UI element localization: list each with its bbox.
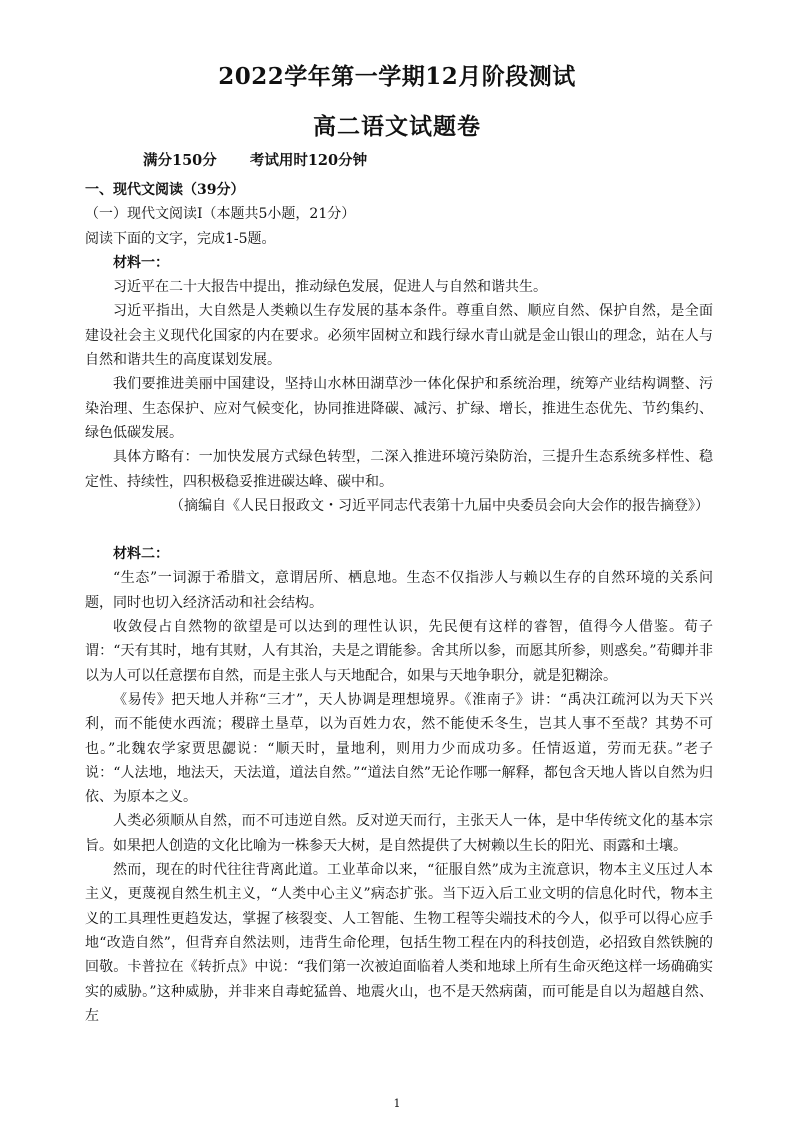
source-citation: （摘编自《人民日报政文・习近平同志代表第十九届中央委员会向大会作的报告摘登》） [170,497,709,514]
paragraph: 然而，现在的时代往往背离此道。工业革命以来，“征服自然”成为主流意识，物本主义压过人本主义，更蔑视自然生机主义，“人类中心主义”病态扩张。当下迈入后工业文明的信息化时代，物本主义的工具理性更趋发达，掌握了核裂变、人工智能、生物工程等尖端技术的今人，似乎可以得心应手地“改造自然”，但背弃自然法则，违背生命伦理，包括生物工程在内的科技创造，必招致自然铁腕的回敬。卡普拉在《转折点》中说：“我们第一次被迫面临着人类和地球上所有生命灭绝这样一场确确实实的威胁。”这种威胁，并非来自毒蛇猛兽、地震火山，也不是天然病菌，而可能是自以为超越自然、左 [85,862,713,1024]
paragraph: 具体方略有：一加快发展方式绿色转型，二深入推进环境污染防治，三提升生态系统多样性、稳定性、持续性，四积极稳妥推进碳达峰、碳中和。 [85,449,713,490]
exam-subtitle: 高二语文试题卷 [313,113,481,140]
material-label: 材料一： [113,254,169,271]
page-number: 1 [393,1097,401,1110]
full-score: 满分150分 [143,152,217,169]
material-label: 材料二： [113,546,169,563]
exam-title: 2022学年第一学期12月阶段测试 [218,63,576,90]
exam-time: 考试用时120分钟 [249,152,368,169]
sub-section-heading: （一）现代文阅读Ⅰ（本题共5小题，21分） [85,206,356,223]
reading-instruction: 阅读下面的文字，完成1-5题。 [85,230,276,247]
exam-body [85,178,713,1028]
paragraph: 习近平指出，大自然是人类赖以生存发展的基本条件。尊重自然、顺应自然、保护自然，是全面建设社会主义现代化国家的内在要求。必须牢固树立和践行绿水青山就是金山银山的理念，站在人与自然和谐共生的高度谋划发展。 [85,303,713,369]
section-heading: 一、现代文阅读（39分） [85,182,245,198]
paragraph: 我们要推进美丽中国建设，坚持山水林田湖草沙一体化保护和系统治理，统筹产业结构调整、污染治理、生态保护、应对气候变化，协同推进降碳、减污、扩绿、增长，推进生态优先、节约集约、绿色低碳发展。 [85,376,713,441]
paragraph: 《易传》把天地人并称“三才”，天人协调是理想境界。《淮南子》讲：“禹决江疏河以为天下兴利，而不能使水西流；稷辟土垦草，以为百姓力农，然不能使禾冬生，岂其人事不至哉？其势不可也。”北魏农学家贾思勰说：“顺天时，量地利，则用力少而成功多。任情返道，劳而无获。”老子说：“人法地，地法天，天法道，道法自然。”“道法自然”无论作哪一解释，都包含天地人皆以自然为归依、为原本之义。 [85,691,713,806]
paragraph: “生态”一词源于希腊文，意谓居所、栖息地。生态不仅指涉人与赖以生存的自然环境的关系问题，同时也切入经济活动和社会结构。 [85,570,713,611]
paragraph: 人类必须顺从自然，而不可违逆自然。反对逆天而行，主张天人一体，是中华传统文化的基本宗旨。如果把人创造的文化比喻为一株参天大树，是自然提供了大树赖以生长的阳光、雨露和土壤。 [85,813,713,854]
exam-info [143,149,395,170]
spacer [85,518,713,542]
paragraph: 习近平在二十大报告中提出，推动绿色发展，促进人与自然和谐共生。 [113,279,547,296]
paragraph: 收敛侵占自然物的欲望是可以达到的理性认识，先民便有这样的睿智，值得今人借鉴。荀子谓：“天有其时，地有其财，人有其治，夫是之谓能参。舍其所以参，而愿其所参，则惑矣。”荀卿并非以为人可以任意摆布自然，而是主张人与天地配合，如果与天地争职分，就是犯糊涂。 [85,619,713,684]
